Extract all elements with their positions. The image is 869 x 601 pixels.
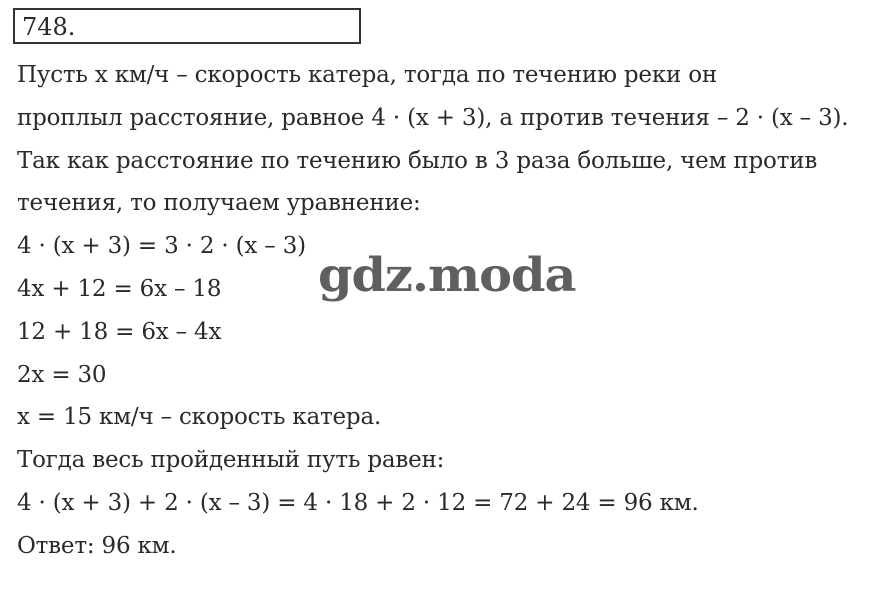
problem-number-box [13,8,361,44]
solution-line-2: проплыл расстояние, равное 4 · (x + 3), а против течения – 2 · (x – 3). [17,105,849,131]
answer-line: Ответ: 96 км. [17,533,177,559]
watermark-logo: gdz.moda [318,248,576,303]
equation-line-1: 4 · (x + 3) = 3 · 2 · (x – 3) [17,233,306,259]
solution-line-4: течения, то получаем уравнение: [17,190,421,216]
solution-line-5: Тогда весь пройденный путь равен: [17,447,445,473]
solution-line-3: Так как расстояние по течению было в 3 раза больше, чем против [17,148,818,174]
equation-line-3: 12 + 18 = 6x – 4x [17,319,222,345]
equation-line-5: x = 15 км/ч – скорость катера. [17,404,382,430]
equation-line-4: 2x = 30 [17,362,107,388]
equation-line-6: 4 · (x + 3) + 2 · (x – 3) = 4 · 18 + 2 · 12 = 72 + 24 = 96 км. [17,490,699,516]
problem-number: 748. [22,13,76,41]
equation-line-2: 4x + 12 = 6x – 18 [17,276,222,302]
solution-line-1: Пусть x км/ч – скорость катера, тогда по течению реки он [17,62,718,88]
